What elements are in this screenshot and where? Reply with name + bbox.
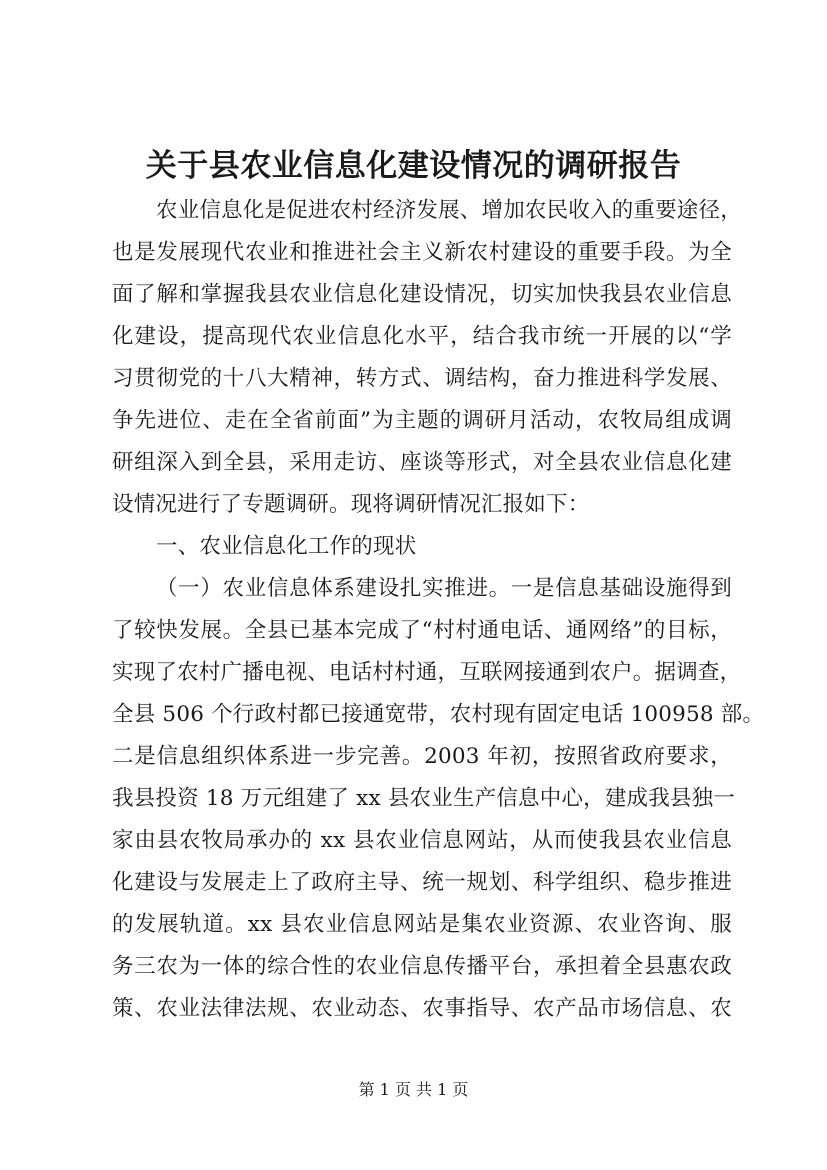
paragraph-line: 争先进位、走在全省前面”为主题的调研月活动，农牧局组成调 <box>112 408 732 433</box>
paragraph-line: 务三农为一体的综合性的农业信息传播平台，承担着全县惠农政 <box>112 954 732 979</box>
paragraph-line: 实现了农村广播电视、电话村村通，互联网接通到农户。据调查， <box>112 660 742 685</box>
paragraph-line: 设情况进行了专题调研。现将调研情况汇报如下： <box>112 492 590 517</box>
paragraph-line: （一）农业信息体系建设扎实推进。一是信息基础设施得到 <box>156 576 732 601</box>
paragraph-line: 也是发展现代农业和推进社会主义新农村建设的重要手段。为全 <box>112 240 732 265</box>
paragraph-line: 了较快发展。全县已基本完成了“村村通电话、通网络”的目标， <box>112 618 732 643</box>
paragraph-line: 习贯彻党的十八大精神，转方式、调结构，奋力推进科学发展、 <box>112 366 732 391</box>
document-body <box>112 190 765 1030</box>
document-title: 关于县农业信息化建设情况的调研报告 <box>145 148 682 184</box>
paragraph-line: 农业信息化是促进农村经济发展、增加农民收入的重要途径， <box>156 198 742 223</box>
paragraph-line: 化建设，提高现代农业信息化水平，结合我市统一开展的以“学 <box>112 324 732 349</box>
paragraph-line: 策、农业法律法规、农业动态、农事指导、农产品市场信息、农 <box>112 996 732 1021</box>
paragraph-line: 化建设与发展走上了政府主导、统一规划、科学组织、稳步推进 <box>112 870 732 895</box>
paragraph-line: 二是信息组织体系进一步完善。2003 年初，按照省政府要求， <box>112 744 732 769</box>
paragraph-line: 我县投资 18 万元组建了 xx 县农业生产信息中心，建成我县独一 <box>112 786 736 811</box>
paragraph-line: 家由县农牧局承办的 xx 县农业信息网站，从而使我县农业信息 <box>112 828 732 853</box>
page-footer: 第 1 页 共 1 页 <box>358 1080 469 1099</box>
paragraph-line: 的发展轨道。xx 县农业信息网站是集农业资源、农业咨询、服 <box>112 912 732 937</box>
paragraph-line: 研组深入到全县，采用走访、座谈等形式，对全县农业信息化建 <box>112 450 732 475</box>
paragraph-line: 全县 506 个行政村都已接通宽带，农村现有固定电话 100958 部。 <box>112 702 765 727</box>
section-heading: 一、农业信息化工作的现状 <box>156 534 417 559</box>
paragraph-line: 面了解和掌握我县农业信息化建设情况，切实加快我县农业信息 <box>112 282 732 307</box>
